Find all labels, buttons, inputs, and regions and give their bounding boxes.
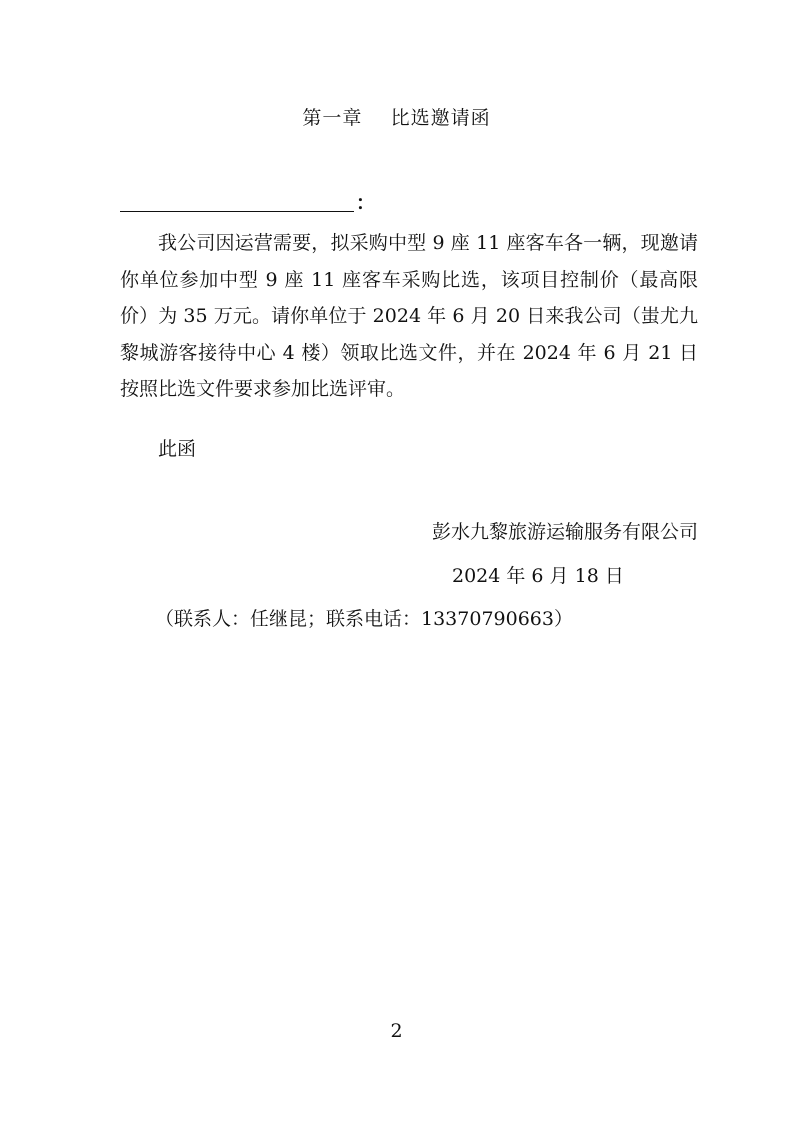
salutation bbox=[120, 190, 375, 212]
page-number: 2 bbox=[390, 1020, 403, 1042]
salutation-colon: ： bbox=[356, 192, 376, 214]
signature-company: 彭水九黎旅游运输服务有限公司 bbox=[431, 521, 698, 543]
chapter-title: 第一章 比选邀请函 bbox=[302, 107, 491, 129]
closing-text: 此函 bbox=[158, 438, 197, 460]
body-paragraph: 我公司因运营需要，拟采购中型 9 座 11 座客车各一辆，现邀请你单位参加中型 9 座 11 座客车采购比选，该项目控制价（最高限价）为 35 万元。请你单位于 2024 年 6 月 20 日来我公司（蚩尤九黎城游客接待中心 4 楼）领取比选文件，并在 2024 年 6 月 21 日按照比选文件要求参加比选评审。 bbox=[120, 232, 698, 401]
signature-date: 2024 年 6 月 18 日 bbox=[452, 565, 624, 587]
contact-info: （联系人：任继昆；联系电话：13370790663） bbox=[155, 608, 573, 630]
recipient-blank-line bbox=[120, 193, 354, 212]
